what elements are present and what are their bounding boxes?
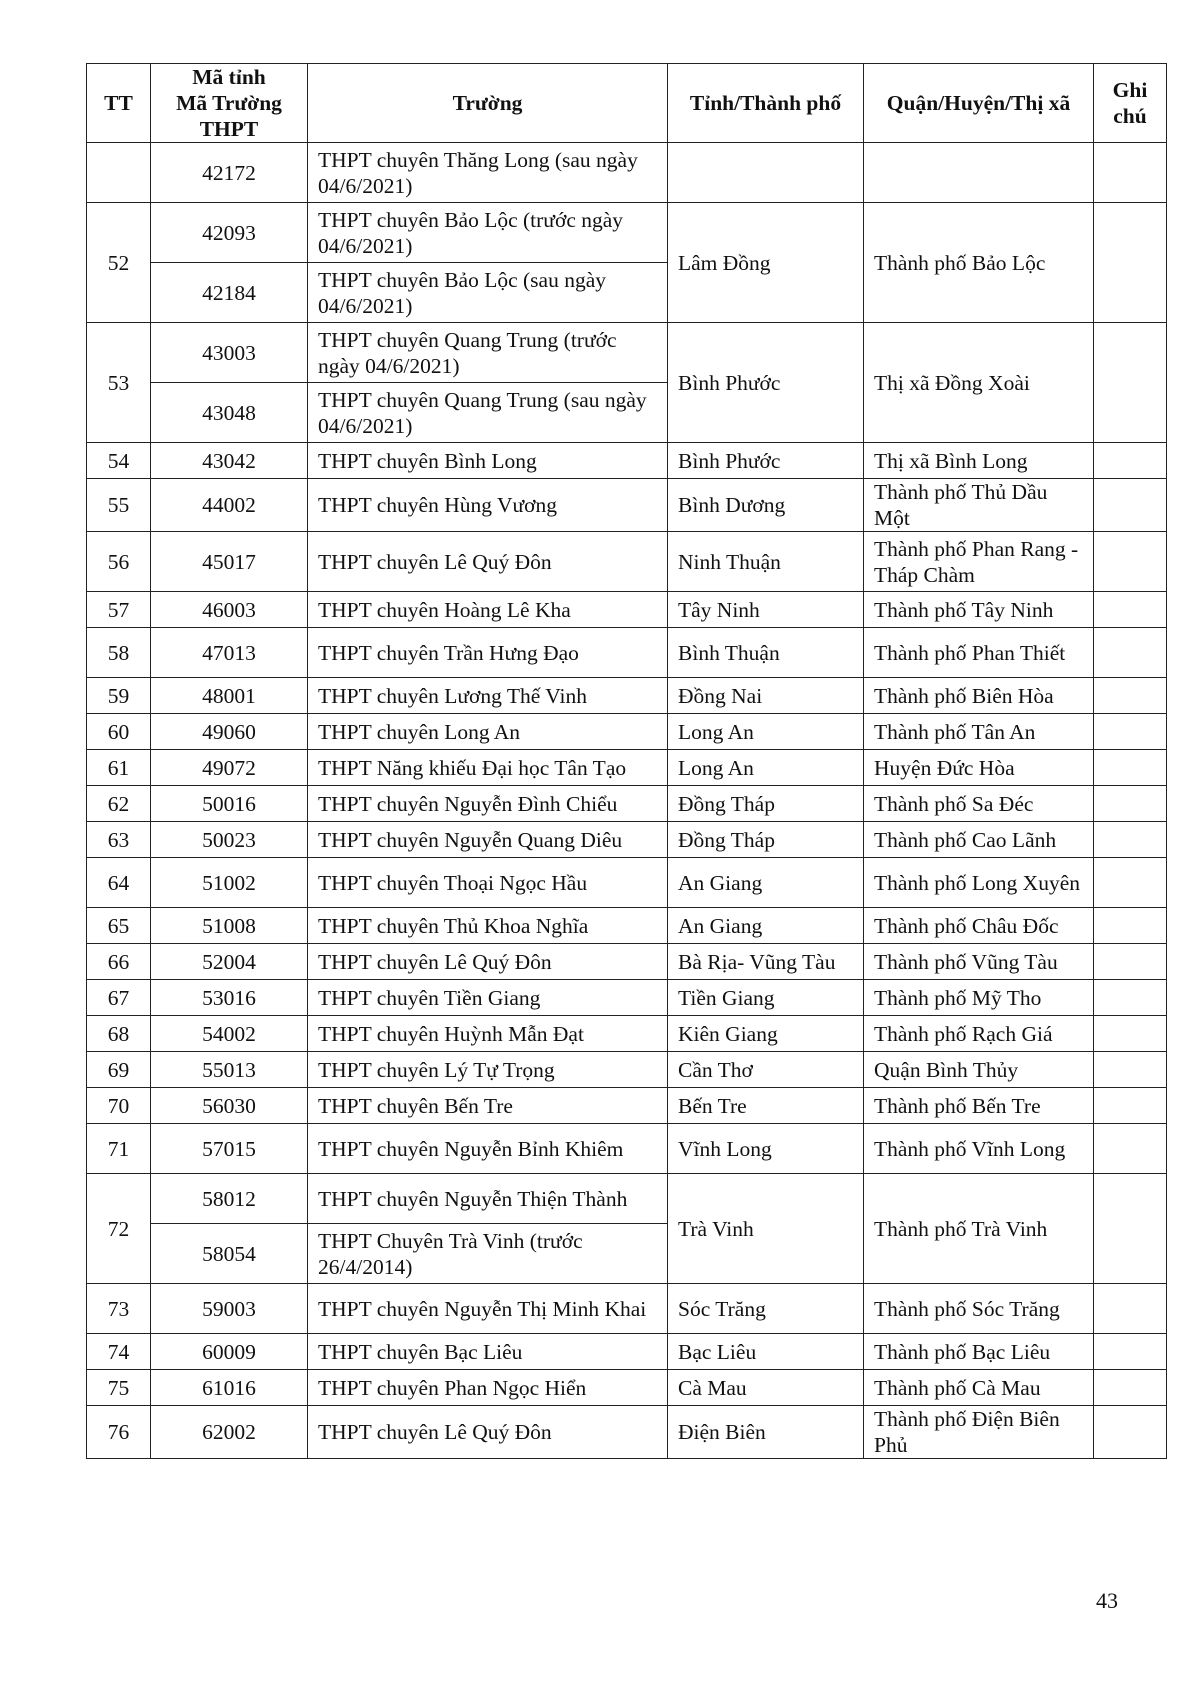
district-cell: Thành phố Biên Hòa (864, 678, 1094, 714)
row-index-cell: 56 (87, 532, 151, 592)
province-cell: Bến Tre (668, 1088, 864, 1124)
table-row (87, 1406, 1167, 1459)
district-cell: Quận Bình Thủy (864, 1052, 1094, 1088)
district-cell: Thành phố Long Xuyên (864, 858, 1094, 908)
province-cell: An Giang (668, 908, 864, 944)
province-cell: Điện Biên (668, 1406, 864, 1459)
row-index-cell: 69 (87, 1052, 151, 1088)
district-cell: Thành phố Châu Đốc (864, 908, 1094, 944)
table-row (87, 822, 1167, 858)
note-cell (1094, 592, 1167, 628)
province-cell: Long An (668, 714, 864, 750)
table-row (87, 592, 1167, 628)
note-cell (1094, 1016, 1167, 1052)
school-name-cell: THPT chuyên Phan Ngọc Hiển (308, 1370, 668, 1406)
page-number: 43 (1096, 1588, 1118, 1613)
table-row (87, 1124, 1167, 1174)
province-cell: Bà Rịa- Vũng Tàu (668, 944, 864, 980)
header-row (87, 64, 1167, 143)
header-code-line: Mã tỉnh (192, 65, 266, 89)
district-cell: Thị xã Bình Long (864, 443, 1094, 479)
note-cell (1094, 1406, 1167, 1459)
note-cell (1094, 443, 1167, 479)
note-cell (1094, 479, 1167, 532)
school-name-cell: THPT chuyên Thăng Long (sau ngày 04/6/2021) (308, 143, 668, 203)
note-cell (1094, 323, 1167, 443)
school-code-cell: 56030 (151, 1088, 308, 1124)
header-tt: TT (87, 64, 151, 143)
note-cell (1094, 786, 1167, 822)
province-cell: Cà Mau (668, 1370, 864, 1406)
school-code-cell: 51002 (151, 858, 308, 908)
school-name-cell: THPT chuyên Long An (308, 714, 668, 750)
district-cell: Thành phố Mỹ Tho (864, 980, 1094, 1016)
district-cell: Huyện Đức Hòa (864, 750, 1094, 786)
district-cell (864, 143, 1094, 203)
province-cell: Ninh Thuận (668, 532, 864, 592)
table-row (87, 323, 1167, 383)
school-name-cell: THPT chuyên Lý Tự Trọng (308, 1052, 668, 1088)
school-code-cell: 49072 (151, 750, 308, 786)
school-name-cell: THPT chuyên Lê Quý Đôn (308, 532, 668, 592)
row-index-cell: 76 (87, 1406, 151, 1459)
school-code-cell: 54002 (151, 1016, 308, 1052)
province-cell: Kiên Giang (668, 1016, 864, 1052)
row-index-cell: 74 (87, 1334, 151, 1370)
school-code-cell: 42093 (151, 203, 308, 263)
school-code-cell: 42172 (151, 143, 308, 203)
school-name-cell: THPT chuyên Bạc Liêu (308, 1334, 668, 1370)
table-row (87, 750, 1167, 786)
school-name-cell: THPT chuyên Thủ Khoa Nghĩa (308, 908, 668, 944)
table-row (87, 1174, 1167, 1224)
district-cell: Thành phố Sóc Trăng (864, 1284, 1094, 1334)
district-cell: Thành phố Phan Thiết (864, 628, 1094, 678)
note-cell (1094, 532, 1167, 592)
province-cell: Vĩnh Long (668, 1124, 864, 1174)
school-code-cell: 49060 (151, 714, 308, 750)
table-row (87, 1016, 1167, 1052)
note-cell (1094, 628, 1167, 678)
school-code-cell: 62002 (151, 1406, 308, 1459)
school-name-cell: THPT chuyên Thoại Ngọc Hầu (308, 858, 668, 908)
school-name-cell: THPT chuyên Nguyễn Bỉnh Khiêm (308, 1124, 668, 1174)
note-cell (1094, 714, 1167, 750)
row-index-cell: 65 (87, 908, 151, 944)
school-name-cell: THPT Năng khiếu Đại học Tân Tạo (308, 750, 668, 786)
note-cell (1094, 1284, 1167, 1334)
note-cell (1094, 1334, 1167, 1370)
province-cell: Long An (668, 750, 864, 786)
row-index-cell: 53 (87, 323, 151, 443)
district-cell: Thành phố Bảo Lộc (864, 203, 1094, 323)
school-name-cell: THPT chuyên Bảo Lộc (sau ngày 04/6/2021) (308, 263, 668, 323)
table-row (87, 203, 1167, 263)
district-cell: Thành phố Sa Đéc (864, 786, 1094, 822)
note-cell (1094, 1052, 1167, 1088)
header-note-line: Ghi (1112, 78, 1148, 102)
note-cell (1094, 1124, 1167, 1174)
row-index-cell: 58 (87, 628, 151, 678)
school-name-cell: THPT chuyên Bình Long (308, 443, 668, 479)
school-code-cell: 51008 (151, 908, 308, 944)
row-index-cell: 61 (87, 750, 151, 786)
province-cell: Bình Thuận (668, 628, 864, 678)
row-index-cell: 70 (87, 1088, 151, 1124)
school-name-cell: THPT chuyên Lương Thế Vinh (308, 678, 668, 714)
header-district: Quận/Huyện/Thị xã (864, 64, 1094, 143)
table-row (87, 479, 1167, 532)
row-index-cell: 54 (87, 443, 151, 479)
header-note-line: chú (1113, 104, 1147, 128)
school-code-cell: 43042 (151, 443, 308, 479)
row-index-cell: 75 (87, 1370, 151, 1406)
header-note (1094, 64, 1167, 143)
row-index-cell: 59 (87, 678, 151, 714)
school-code-cell: 44002 (151, 479, 308, 532)
province-cell: Cần Thơ (668, 1052, 864, 1088)
note-cell (1094, 1174, 1167, 1284)
school-code-cell: 57015 (151, 1124, 308, 1174)
province-cell: Lâm Đồng (668, 203, 864, 323)
province-cell (668, 143, 864, 203)
province-cell: Tiền Giang (668, 980, 864, 1016)
note-cell (1094, 678, 1167, 714)
row-index-cell: 52 (87, 203, 151, 323)
note-cell (1094, 858, 1167, 908)
school-code-cell: 55013 (151, 1052, 308, 1088)
row-index-cell: 68 (87, 1016, 151, 1052)
province-cell: Tây Ninh (668, 592, 864, 628)
school-code-cell: 58054 (151, 1224, 308, 1284)
province-cell: Bạc Liêu (668, 1334, 864, 1370)
table-row (87, 532, 1167, 592)
header-province: Tỉnh/Thành phố (668, 64, 864, 143)
school-name-cell: THPT chuyên Bảo Lộc (trước ngày 04/6/2021) (308, 203, 668, 263)
school-name-cell: THPT chuyên Nguyễn Quang Diêu (308, 822, 668, 858)
school-name-cell: THPT Chuyên Trà Vinh (trước 26/4/2014) (308, 1224, 668, 1284)
school-name-cell: THPT chuyên Nguyễn Đình Chiểu (308, 786, 668, 822)
row-index-cell: 60 (87, 714, 151, 750)
table-row (87, 714, 1167, 750)
table-row (87, 1052, 1167, 1088)
row-index-cell: 72 (87, 1174, 151, 1284)
school-code-cell: 45017 (151, 532, 308, 592)
school-code-cell: 48001 (151, 678, 308, 714)
note-cell (1094, 143, 1167, 203)
header-code-line: Mã Trường (176, 91, 282, 115)
province-cell: Bình Phước (668, 323, 864, 443)
row-index-cell: 64 (87, 858, 151, 908)
row-index-cell: 71 (87, 1124, 151, 1174)
row-index-cell: 63 (87, 822, 151, 858)
school-code-cell: 61016 (151, 1370, 308, 1406)
table-row (87, 1284, 1167, 1334)
school-name-cell: THPT chuyên Huỳnh Mẫn Đạt (308, 1016, 668, 1052)
province-cell: Sóc Trăng (668, 1284, 864, 1334)
district-cell: Thành phố Tây Ninh (864, 592, 1094, 628)
school-name-cell: THPT chuyên Trần Hưng Đạo (308, 628, 668, 678)
district-cell: Thành phố Phan Rang -Tháp Chàm (864, 532, 1094, 592)
row-index-cell: 55 (87, 479, 151, 532)
school-code-cell: 60009 (151, 1334, 308, 1370)
note-cell (1094, 822, 1167, 858)
district-cell: Thành phố Thủ Dầu Một (864, 479, 1094, 532)
header-code-line: THPT (199, 117, 259, 141)
district-cell: Thành phố Bạc Liêu (864, 1334, 1094, 1370)
province-cell: Đồng Tháp (668, 786, 864, 822)
school-code-cell: 52004 (151, 944, 308, 980)
school-name-cell: THPT chuyên Tiền Giang (308, 980, 668, 1016)
province-cell: Đồng Tháp (668, 822, 864, 858)
province-cell: Bình Dương (668, 479, 864, 532)
district-cell: Thành phố Tân An (864, 714, 1094, 750)
row-index-cell (87, 143, 151, 203)
district-cell: Thành phố Cao Lãnh (864, 822, 1094, 858)
district-cell: Thành phố Vĩnh Long (864, 1124, 1094, 1174)
district-cell: Thành phố Trà Vinh (864, 1174, 1094, 1284)
table-row (87, 1370, 1167, 1406)
school-code-cell: 43048 (151, 383, 308, 443)
note-cell (1094, 944, 1167, 980)
district-cell: Thành phố Bến Tre (864, 1088, 1094, 1124)
note-cell (1094, 750, 1167, 786)
school-name-cell: THPT chuyên Bến Tre (308, 1088, 668, 1124)
district-cell: Thành phố Vũng Tàu (864, 944, 1094, 980)
school-code-cell: 50016 (151, 786, 308, 822)
table-row (87, 628, 1167, 678)
school-name-cell: THPT chuyên Lê Quý Đôn (308, 944, 668, 980)
table-row (87, 786, 1167, 822)
province-cell: Đồng Nai (668, 678, 864, 714)
school-name-cell: THPT chuyên Quang Trung (sau ngày 04/6/2021) (308, 383, 668, 443)
table-row (87, 858, 1167, 908)
school-name-cell: THPT chuyên Lê Quý Đôn (308, 1406, 668, 1459)
row-index-cell: 73 (87, 1284, 151, 1334)
school-name-cell: THPT chuyên Hoàng Lê Kha (308, 592, 668, 628)
table-row (87, 678, 1167, 714)
table-row (87, 143, 1167, 203)
schools-table (86, 63, 1167, 1459)
row-index-cell: 66 (87, 944, 151, 980)
school-name-cell: THPT chuyên Nguyễn Thiện Thành (308, 1174, 668, 1224)
district-cell: Thành phố Điện Biên Phủ (864, 1406, 1094, 1459)
district-cell: Thành phố Cà Mau (864, 1370, 1094, 1406)
school-name-cell: THPT chuyên Hùng Vương (308, 479, 668, 532)
table-row (87, 1334, 1167, 1370)
school-code-cell: 42184 (151, 263, 308, 323)
row-index-cell: 57 (87, 592, 151, 628)
school-name-cell: THPT chuyên Quang Trung (trước ngày 04/6/2021) (308, 323, 668, 383)
table-body (87, 143, 1167, 1459)
header-code (151, 64, 308, 143)
school-code-cell: 58012 (151, 1174, 308, 1224)
school-code-cell: 59003 (151, 1284, 308, 1334)
district-cell: Thị xã Đồng Xoài (864, 323, 1094, 443)
table-row (87, 1088, 1167, 1124)
school-code-cell: 53016 (151, 980, 308, 1016)
header-school: Trường (308, 64, 668, 143)
row-index-cell: 67 (87, 980, 151, 1016)
note-cell (1094, 203, 1167, 323)
table-row (87, 443, 1167, 479)
row-index-cell: 62 (87, 786, 151, 822)
district-cell: Thành phố Rạch Giá (864, 1016, 1094, 1052)
province-cell: An Giang (668, 858, 864, 908)
note-cell (1094, 1088, 1167, 1124)
note-cell (1094, 908, 1167, 944)
school-code-cell: 50023 (151, 822, 308, 858)
table-row (87, 908, 1167, 944)
table-row (87, 980, 1167, 1016)
school-code-cell: 47013 (151, 628, 308, 678)
school-name-cell: THPT chuyên Nguyễn Thị Minh Khai (308, 1284, 668, 1334)
note-cell (1094, 1370, 1167, 1406)
province-cell: Trà Vinh (668, 1174, 864, 1284)
note-cell (1094, 980, 1167, 1016)
table-row (87, 944, 1167, 980)
school-code-cell: 43003 (151, 323, 308, 383)
province-cell: Bình Phước (668, 443, 864, 479)
school-code-cell: 46003 (151, 592, 308, 628)
